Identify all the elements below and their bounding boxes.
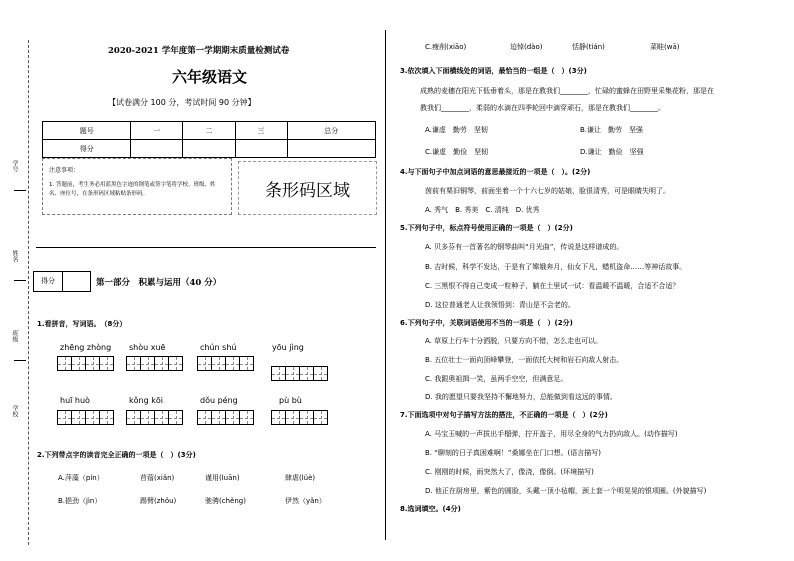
section-title: 第一部分 积累与运用（40 分） (96, 278, 222, 288)
q3-option[interactable]: A.谦虚 勤劳 坚韧 (425, 126, 488, 134)
q2-title: 2.下列带点字的读音完全正确的一项是（ ）(3分) (37, 451, 196, 459)
binding-dash-line (28, 40, 29, 545)
q1-answer-grid[interactable] (58, 356, 114, 371)
q1-title: 1.看拼音，写词语。 （8分） (37, 320, 127, 328)
q2-option: 伊然（yǎn） (285, 497, 326, 505)
score-table (42, 121, 376, 158)
column-divider (385, 30, 386, 540)
q4-title: 4.与下面句子中加点词语的意思最接近的一项是（ ）。(2分) (400, 168, 591, 176)
q2-option[interactable]: B.挹劲（jìn） (58, 497, 102, 505)
divider (36, 247, 376, 248)
q1-answer-grid[interactable] (127, 356, 183, 371)
q1-pinyin: kǒng kōi (129, 396, 163, 405)
q1-pinyin: shòu xuē (129, 343, 166, 352)
q2-option: 菜畦(wā) (650, 43, 680, 51)
q7-option[interactable]: D. 他正在厨房里，紫色的圆脸，头戴一顶小毡帽，颈上套一个明晃晃的银项圈。(外貌描写) (425, 487, 707, 495)
subject-title: 六年级语文 (172, 68, 248, 86)
score-cell: 题号 (43, 122, 131, 140)
q6-title: 6.下列句子中，关联词语使用不当的一项是（ ）(2分) (400, 319, 573, 327)
score-cell: 二 (183, 122, 235, 140)
q1-pinyin: zhēng zhòng (60, 343, 112, 352)
q1-pinyin: pù bù (279, 396, 302, 405)
margin-line (14, 280, 26, 281)
score-cell: 得分 (43, 140, 131, 158)
exam-title: 2020-2021 学年度第一学期期末质量检测试卷 (108, 46, 290, 56)
q5-option[interactable]: C. 三黑恨不得自己变成一粒种子，躺在土里试一试：看温暖不温暖，合适不合适？ (425, 282, 680, 290)
q6-option[interactable]: B. 五位壮士一面向顶峰攀登，一面依托大树和岩石向敌人射击。 (425, 356, 624, 364)
barcode-area: 条形码区域 (238, 161, 377, 215)
q8-title: 8.选词填空。(4分) (400, 505, 461, 513)
q2-option: 肆虐(lüè) (285, 474, 316, 482)
score-cell: 总分 (287, 122, 375, 140)
score-cell: 一 (131, 122, 183, 140)
q2-option[interactable]: A.萍藻（pín） (58, 474, 104, 482)
q1-answer-grid[interactable] (272, 366, 328, 381)
q2-option: 驰骋(chěnɡ) (205, 497, 246, 505)
q2-option: 踢臂(zhǒu) (140, 497, 177, 505)
q6-option[interactable]: D. 我的愿望只要我坚持不懈地努力，总能做到看这远的事情。 (425, 393, 617, 401)
q5-title: 5.下列句子中，标点符号使用正确的一项是（ ）(2分) (400, 224, 573, 232)
q3-option[interactable]: B.谦让 勤劳 坚强 (580, 126, 644, 134)
q1-pinyin: yōu jìng (272, 343, 304, 352)
notice-box (42, 158, 232, 215)
margin-line (14, 190, 26, 191)
margin-label-class: 班级 (11, 330, 18, 342)
q3-option[interactable]: D.谦让 勤俭 坚强 (580, 148, 644, 156)
q2-option[interactable]: C.瘦削(xiāo) (425, 43, 467, 51)
section-score-label: 得分 (34, 272, 63, 291)
q5-option[interactable]: A. 贝多芬有一首著名的钢琴曲叫“月光曲”，传说是这样谱成的。 (425, 243, 624, 251)
margin-line (14, 360, 26, 361)
q1-pinyin: huī huò (60, 396, 90, 405)
q1-answer-grid[interactable] (58, 410, 114, 425)
exam-info: 【试卷满分 100 分，考试时间 90 分钟】 (108, 98, 256, 107)
section-score-box (33, 271, 91, 292)
score-cell[interactable] (287, 140, 375, 158)
q2-option: 迫悼(dào) (510, 43, 543, 51)
q7-option[interactable]: C. 刚刚的时候，雨突然大了，像浇，像倒。(环境描写) (425, 468, 594, 476)
q3-option[interactable]: C.谦虚 勤俭 坚韧 (425, 148, 489, 156)
section-score-value[interactable] (63, 272, 90, 291)
q3-title: 3.依次填入下面横线处的词语，最恰当的一组是（ ）(3分) (400, 67, 587, 75)
q1-answer-grid[interactable] (198, 356, 254, 371)
q1-answer-grid[interactable] (272, 410, 328, 425)
q2-option: 苜蓿(xiǎn) (140, 474, 175, 482)
q4-sentence: 茵前有栗旧铜琴，前面坐着一个十六七岁的姑娘，脸很清秀，可是眼睛失明了。 (425, 187, 670, 195)
q6-option[interactable]: A. 草原上行车十分洒脱，只要方向不错，怎么走也可以。 (425, 337, 603, 345)
q5-option[interactable]: D. 这位普通老人让我领悟到：青山是不会老的。 (425, 301, 575, 309)
q5-option[interactable]: B. 吉时候，科学不发达，于是有了嫦娥奔月，仙女下凡，蜡机盗命……等神话故事。 (425, 263, 687, 271)
q1-answer-grid[interactable] (198, 410, 254, 425)
score-cell[interactable] (183, 140, 235, 158)
score-cell[interactable] (131, 140, 183, 158)
margin-label-student-id: 学号 (11, 160, 18, 172)
q4-options[interactable]: A. 秀气 B. 秀美 C. 清纯 D. 优秀 (425, 206, 540, 214)
notice-title: 注意事项： (49, 167, 80, 174)
q3-passage: 成熟的麦穗在阳光下低垂着头，那是在教我们________，忙碌的蜜蜂在田野里采集花粉，那是在 (420, 87, 714, 95)
margin-label-name: 姓名 (11, 250, 18, 262)
q7-option[interactable]: B. “聊刻的日子真困难啊！”桑娜坐在门口想。(语言描写) (425, 449, 601, 457)
q3-passage: 教我们________，柔弱的水滴在四季轮回中滴穿顽石，那是在教我们________。 (420, 104, 665, 112)
q2-option: 谨用(luān) (205, 474, 240, 482)
score-cell[interactable] (235, 140, 287, 158)
q1-pinyin: dǒu péng (200, 396, 238, 405)
q7-title: 7.下面选项中对句子描写方法的搭注，不正确的一项是（ ）(2分) (400, 411, 608, 419)
q6-option[interactable]: C. 我跟奥祖揖一笑，虽两手空空，但满意足。 (425, 375, 568, 383)
q1-answer-grid[interactable] (127, 410, 183, 425)
margin-label-school: 学校 (11, 405, 18, 417)
q1-pinyin: chún shú (200, 343, 237, 352)
q7-option[interactable]: A. 马宝玉喊的一声拔出手榴弹，拧开盖子，用尽全身的气力扔向敌人。(动作描写) (425, 430, 678, 438)
score-cell: 三 (235, 122, 287, 140)
notice-text: 1. 答题前，考生务必用蓝黑色字迹的钢笔或签字笔将学校、班级、姓名、座位号，在条形码区域粘贴条形码。 (49, 182, 216, 197)
q2-option: 恬静(tián) (572, 43, 605, 51)
